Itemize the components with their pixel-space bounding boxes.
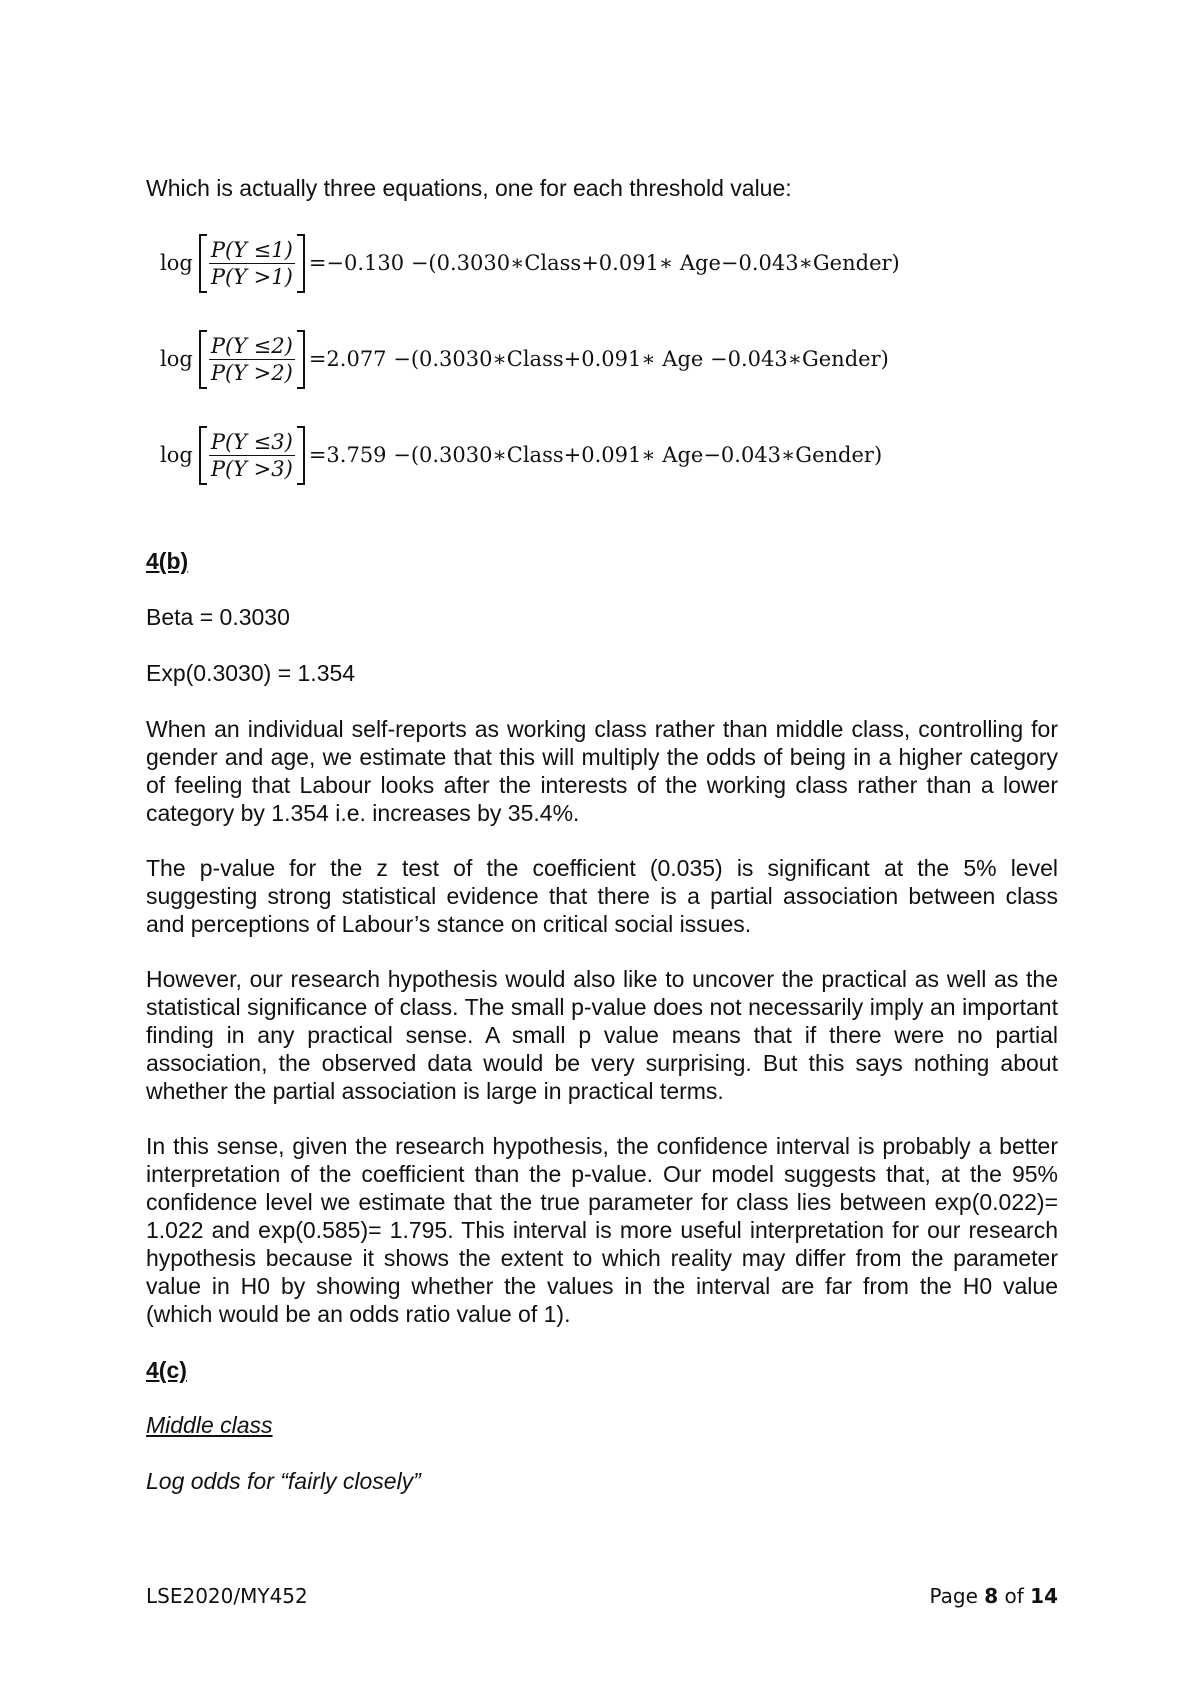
log-label: log: [160, 443, 193, 467]
section-b-heading: 4(b): [146, 548, 189, 574]
log-label: log: [160, 347, 193, 371]
right-hand-side: =2.077 −(0.3030∗Class+0.091∗ Age −0.043∗Gender): [308, 347, 889, 371]
beta-line: Beta = 0.3030: [146, 604, 290, 630]
equation-3: [160, 422, 882, 488]
log-label: log: [160, 251, 193, 275]
paragraph-odds: When an individual self-reports as working class rather than middle class, controlling for gender and age, we estimate that this will multiply the odds of being in a higher category of feeling that Labour looks after the interests of the working class rather than a lower category by 1.354 i.e. increases by 35.4%.: [146, 716, 1058, 826]
equation-2: [160, 326, 889, 392]
footer-page-number: [929, 1584, 1058, 1608]
log-odds-line: Log odds for “fairly closely”: [146, 1468, 421, 1494]
footer-course-code: LSE2020/MY452: [146, 1584, 308, 1608]
numerator: P(Y ≤2): [210, 333, 293, 358]
fraction: [205, 334, 299, 385]
paragraph-pvalue: The p-value for the z test of the coefficient (0.035) is significant at the 5% level suggesting strong statistical evidence that there is a partial association between class and perceptions of Labour’s stance on critical social issues.: [146, 855, 1058, 937]
paragraph-practical: However, our research hypothesis would also like to uncover the practical as well as the statistical significance of class. The small p-value does not necessarily imply an important finding in any practical sense. A small p value means that if there were no partial association, the observed data would be very surprising. But this says nothing about whether the partial association is large in practical terms.: [146, 966, 1058, 1104]
intro-text: Which is actually three equations, one for each threshold value:: [146, 175, 792, 201]
middle-class-subheading: Middle class: [146, 1412, 273, 1438]
page-of: of: [1004, 1584, 1024, 1608]
fraction: [205, 430, 299, 481]
bracket: [199, 238, 305, 289]
bracket: [199, 430, 305, 481]
equation-1: [160, 230, 900, 296]
bracket: [199, 334, 305, 385]
section-c-heading: 4(c): [146, 1357, 187, 1383]
paragraph-confidence: In this sense, given the research hypothesis, the confidence interval is probably a better interpretation of the coefficient than the p-value. Our model suggests that, at the 95% confidence level we estimate that the true parameter for class lies between exp(0.022)= 1.022 and exp(0.585)= 1.795. This interval is more useful interpretation for our research hypothesis because it shows the extent to which reality may differ from the parameter value in H0 by showing whether the values in the interval are far from the H0 value (which would be an odds ratio value of 1).: [146, 1133, 1058, 1327]
page-current: 8: [984, 1584, 999, 1608]
numerator: P(Y ≤3): [210, 429, 293, 454]
denominator: P(Y >3): [210, 456, 293, 481]
denominator: P(Y >2): [210, 360, 293, 385]
exp-line: Exp(0.3030) = 1.354: [146, 660, 356, 686]
denominator: P(Y >1): [210, 264, 293, 289]
right-hand-side: =3.759 −(0.3030∗Class+0.091∗ Age−0.043∗Gender): [308, 443, 883, 467]
numerator: P(Y ≤1): [210, 237, 293, 262]
fraction: [205, 238, 299, 289]
right-hand-side: =−0.130 −(0.3030∗Class+0.091∗ Age−0.043∗Gender): [308, 251, 900, 275]
page-prefix: Page: [929, 1584, 978, 1608]
page-total: 14: [1030, 1584, 1058, 1608]
